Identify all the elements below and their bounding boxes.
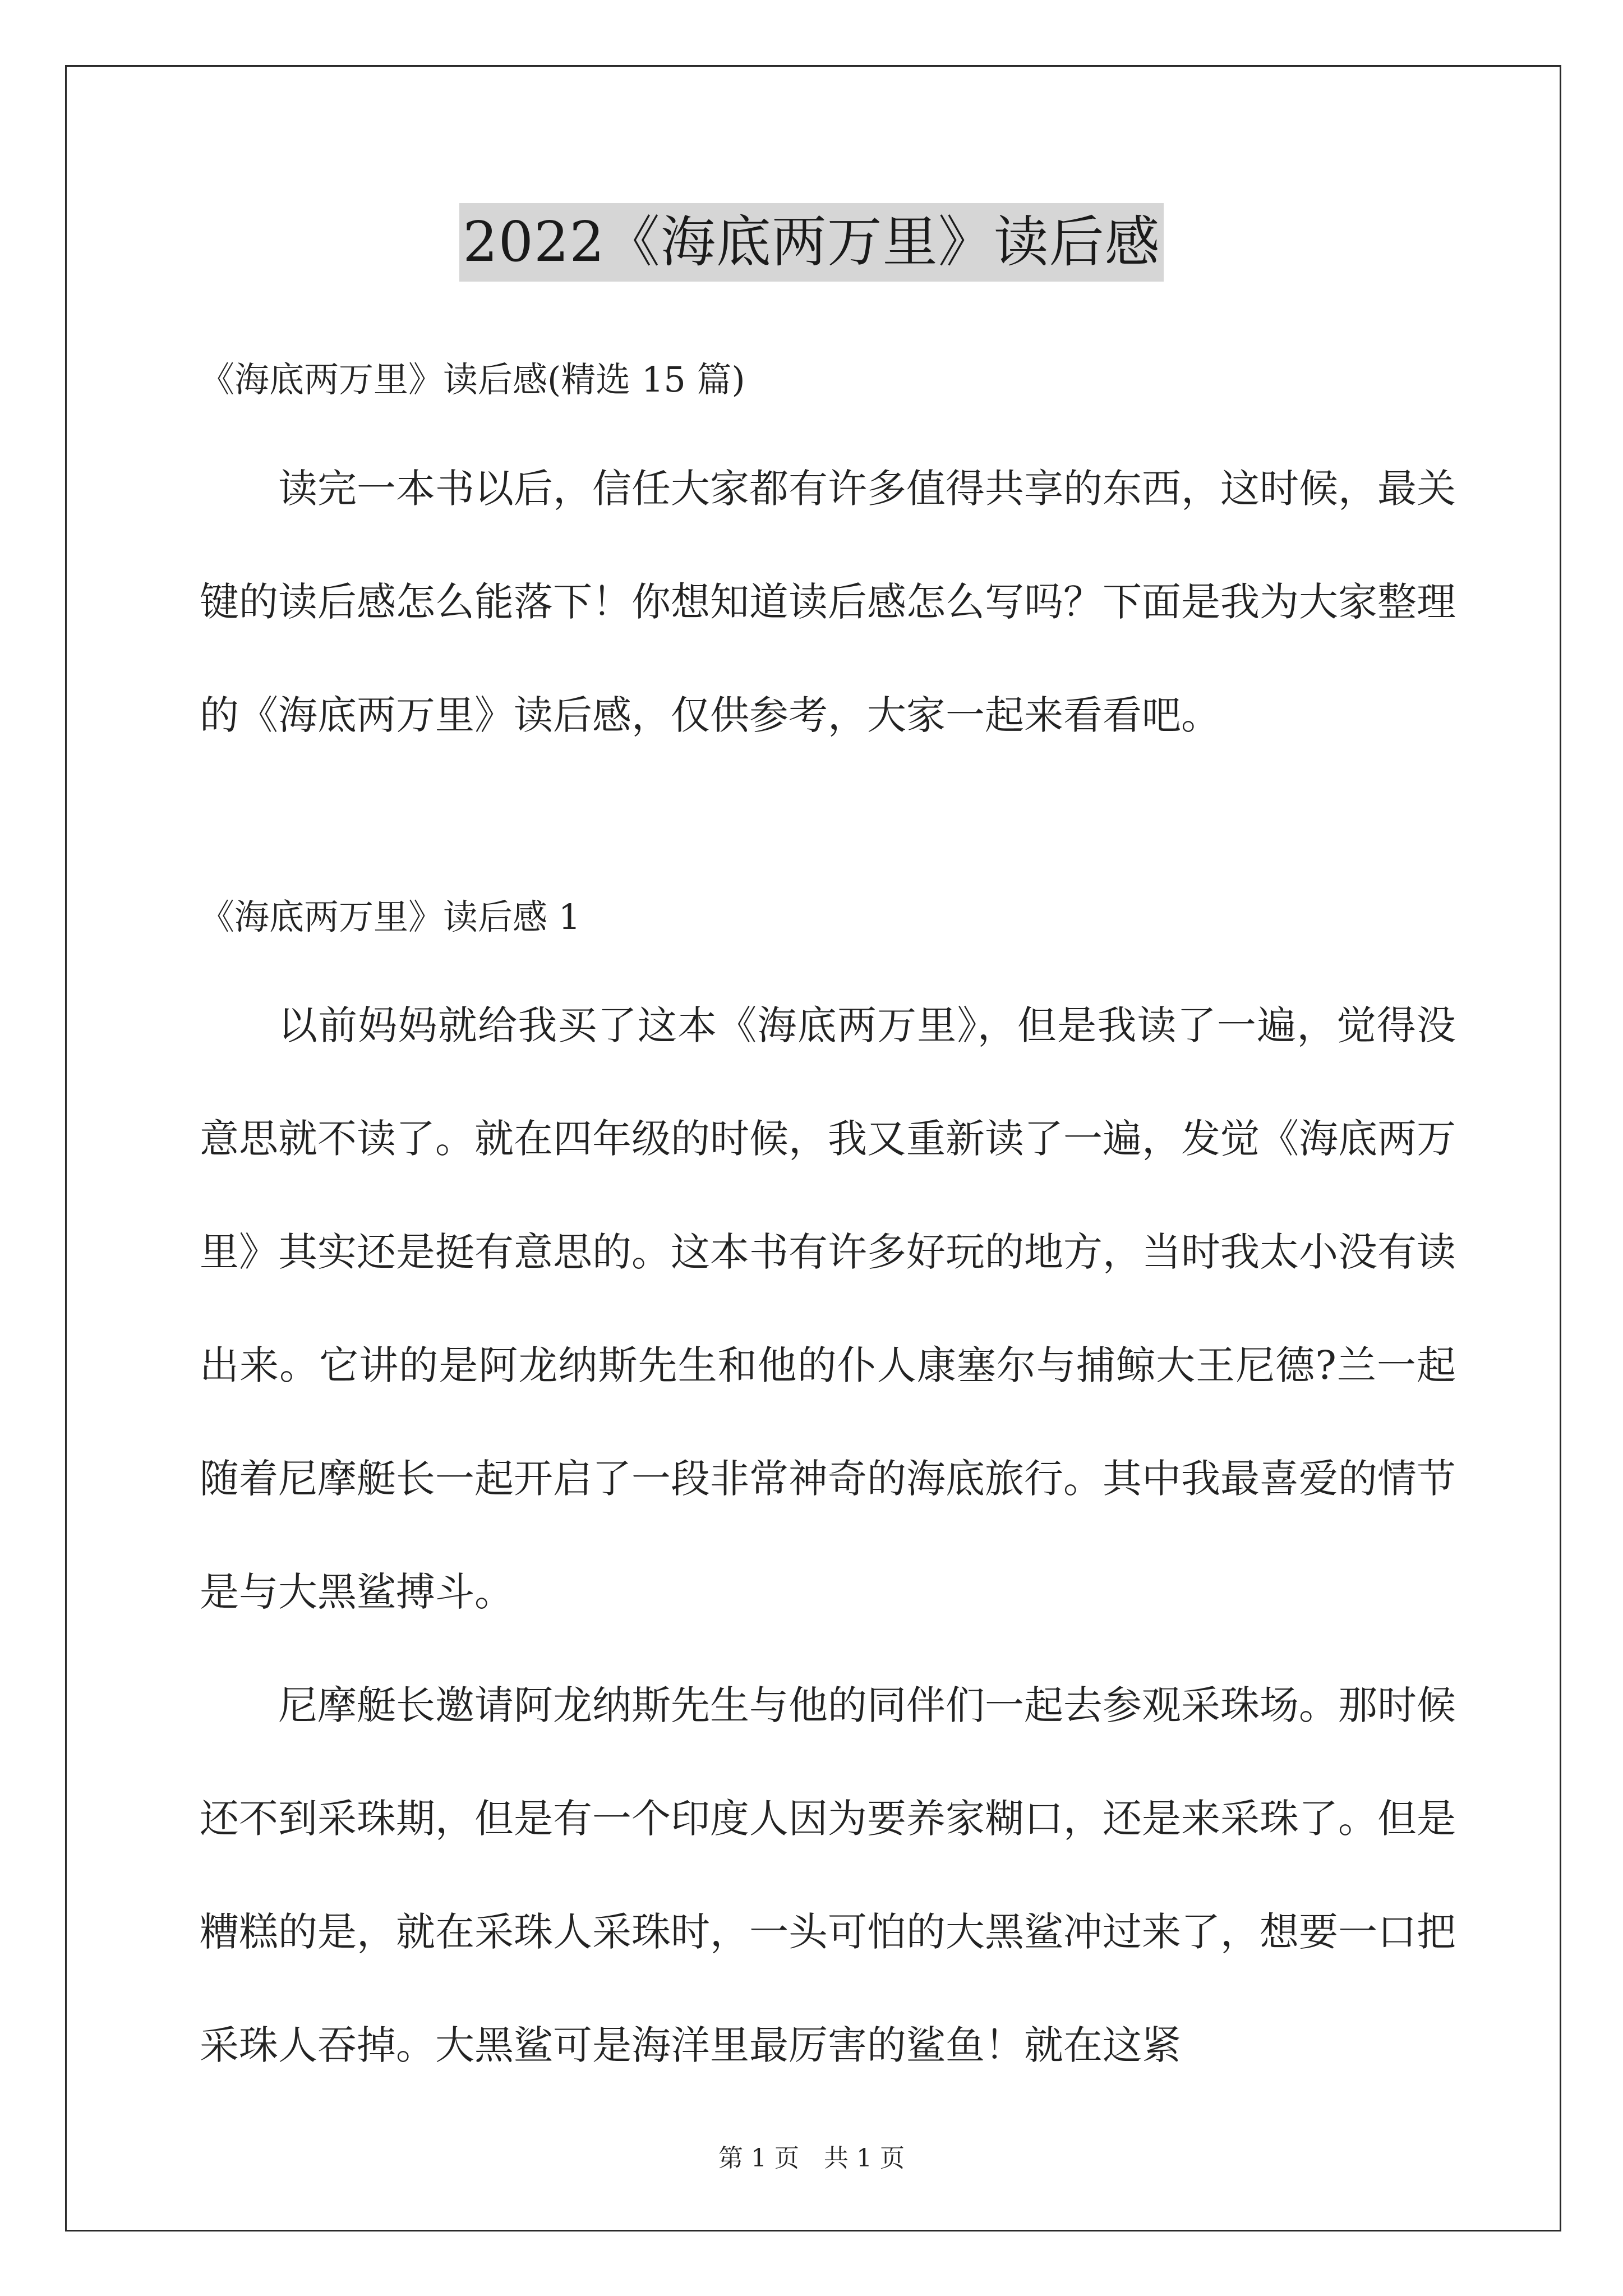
document-subtitle: 《海底两万里》读后感(精选 15 篇) bbox=[200, 359, 745, 400]
intro-block bbox=[200, 432, 1456, 772]
body-paragraph-2: 尼摩艇长邀请阿龙纳斯先生与他的同伴们一起去参观采珠场。那时候还不到采珠期，但是有一个印度人因为要养家糊口，还是来采珠了。但是糟糕的是，就在采珠人采珠时，一头可怕的大黑鲨冲过来了，想要一口把采珠人吞掉。大黑鲨可是海洋里最厉害的鲨鱼！就在这紧 bbox=[200, 1682, 1456, 2068]
page-footer: 第 1 页 共 1 页 bbox=[718, 2144, 905, 2173]
title-container bbox=[0, 203, 1623, 282]
document-title: 2022《海底两万里》读后感 bbox=[459, 203, 1163, 282]
intro-paragraph: 读完一本书以后，信任大家都有许多值得共享的东西，这时候，最关键的读后感怎么能落下！你想知道读后感怎么写吗？下面是我为大家整理的《海底两万里》读后感，仅供参考，大家一起来看看吧。 bbox=[200, 466, 1456, 738]
body-paragraph-1: 以前妈妈就给我买了这本《海底两万里》，但是我读了一遍，觉得没意思就不读了。就在四年级的时候，我又重新读了一遍，发觉《海底两万里》其实还是挺有意思的。这本书有许多好玩的地方，当时我太小没有读出来。它讲的是阿龙纳斯先生和他的仆人康塞尔与捕鲸大王尼德?兰一起随着尼摩艇长一起开启了一段非常神奇的海底旅行。其中我最喜爱的情节是与大黑鲨搏斗。 bbox=[200, 1002, 1456, 1615]
section-heading: 《海底两万里》读后感 1 bbox=[200, 896, 581, 937]
body-block bbox=[200, 969, 1456, 2102]
